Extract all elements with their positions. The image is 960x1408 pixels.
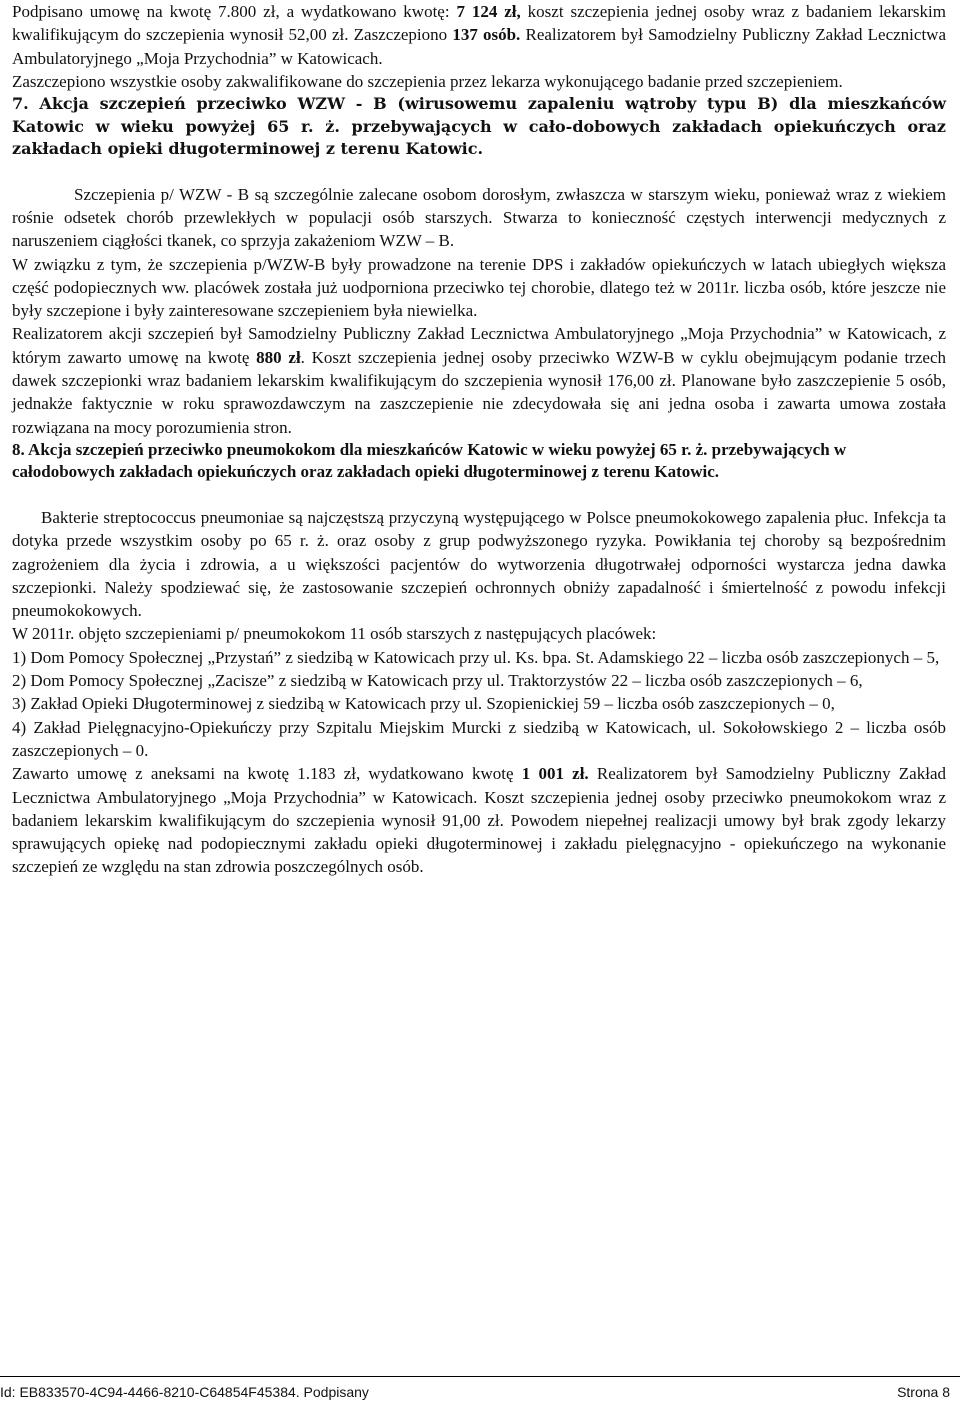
section-7-intro: Szczepienia p/ WZW - B są szczególnie zalecane osobom dorosłym, zwłaszcza w starszym wieku, ponieważ wraz z wiekiem rośnie odsetek chorób przewlekłych w populacji osób starszych. Stwarza to konieczność częstych interwencji medycznych z naruszeniem ciągłości tkanek, co sprzyja zakażeniom WZW – B.: [12, 184, 946, 251]
document-page: [12, 0, 946, 879]
paragraph-summary: [12, 0, 946, 70]
paragraph-qualification: Zaszczepiono wszystkie osoby zakwalifikowane do szczepienia przez lekarza wykonującego badanie przed szczepieniem.: [12, 71, 843, 91]
bold-count: 137 osób.: [452, 25, 521, 45]
list-item: 3) Zakład Opieki Długoterminowej z siedzibą w Katowicach przy ul. Szopienickiej 59 – liczba osób zaszczepionych – 0,: [12, 694, 835, 714]
text-run: Realizatorem akcji szczepień był Samodzielny Publiczny Zakład Lecznictwa Ambulatoryjnego „Moja Przychodnia” w Katowicach, z którym zawarto umowę na kwotę: [12, 324, 946, 367]
section-8-line: W 2011r. objęto szczepieniami p/ pneumokokom 11 osób starszych z następujących placówek:: [12, 624, 657, 644]
text-run: Zawarto umowę z aneksami na kwotę 1.183 zł, wydatkowano kwotę: [12, 764, 522, 784]
list-item: 4) Zakład Pielęgnacyjno-Opiekuńczy przy Szpitalu Miejskim Murcki z siedzibą w Katowicach, ul. Sokołowskiego 2 – liczba osób zaszczepionych – 0.: [12, 717, 946, 760]
text-run: Realizatorem był Samodzielny Publiczny Zakład Lecznictwa Ambulatoryjnego „Moja Przychodnia” w Katowicach. Koszt szczepienia jednej osoby przeciwko pneumokokom wraz z badaniem lekarskim kwalifikującym do szczepienia wynosił 91,00 zł. Powodem niepełnej realizacji umowy był brak zgody lekarzy sprawujących opiekę nad podopiecznymi zakładu opieki długoterminowej i zakładu pielęgnacyjno - opiekuńczego na wykonanie szczepień ze względu na stan zdrowia poszczególnych osób.: [12, 764, 947, 877]
bold-amount: 880 zł: [256, 347, 301, 367]
section-8-contract: [12, 762, 946, 878]
text-run: Realizatorem był Samodzielny Publiczny Zakład Lecznictwa Ambulatoryjnego „Moja Przychodnia” w Katowicach.: [12, 25, 946, 68]
section-8-intro: Bakterie streptococcus pneumoniae są najczęstszą przyczyną występującego w Polsce pneumokokowego zapalenia płuc. Infekcja ta dotyka przede wszystkim osoby po 65 r. ż. oraz osoby z grup podwyższonego ryzyka. Powikłania tej choroby są bezpośrednim zagrożeniem dla życia i zdrowia, a u większości pacjentów do wytworzenia długotrwałej odporności wystarcza jedna dawka szczepionki. Należy spodziewać się, że zastosowanie szczepień ochronnych obniży zapadalność i śmiertelność z powodu infekcji pneumokokowych.: [12, 507, 946, 621]
footer-page-number: Strona 8: [897, 1384, 950, 1400]
list-item: 1) Dom Pomocy Społecznej „Przystań” z siedzibą w Katowicach przy ul. Ks. bpa. St. Adamskiego 22 – liczba osób zaszczepionych – 5,: [12, 647, 940, 667]
section-7-paragraph-2: W związku z tym, że szczepienia p/WZW-B były prowadzone na terenie DPS i zakładów opiekuńczych w latach ubiegłych większa część podopiecznych ww. placówek została już uodporniona przeciwko tej chorobie, dlatego też w 2011r. liczba osób, które jeszcze nie były szczepione i były zainteresowane szczepieniem była niewielka.: [12, 254, 946, 321]
footer-document-id: Id: EB833570-4C94-4466-8210-C64854F45384. Podpisany: [0, 1384, 369, 1400]
section-7-paragraph-3: [12, 322, 946, 438]
section-8-heading: 8. Akcja szczepień przeciwko pneumokokom dla mieszkańców Katowic w wieku powyżej 65 r. ż. przebywających w całodobowych zakładach opiekuńczych oraz zakładach opieki długoterminowej z terenu Katowic.: [12, 439, 847, 482]
text-run: Podpisano umowę na kwotę 7.800 zł, a wydatkowano kwotę:: [12, 2, 457, 21]
text-run: koszt szczepienia jednej osoby wraz z badaniem lekarskim kwalifikującym do szczepienia wynosił 52,00 zł. Zaszczepiono: [12, 2, 946, 45]
list-item: 2) Dom Pomocy Społecznej „Zacisze” z siedzibą w Katowicach przy ul. Traktorzystów 22 – liczba osób zaszczepionych – 6,: [12, 671, 863, 691]
bold-amount: 1 001 zł.: [521, 764, 589, 784]
footer-divider: [0, 1376, 960, 1377]
section-7-heading: 7. Akcja szczepień przeciwko WZW - B (wirusowemu zapaleniu wątroby typu B) dla mieszkańców Katowic w wieku powyżej 65 r. ż. przebywających w cało-dobowych zakładach opiekuńczych oraz zakładach opieki długoterminowej z terenu Katowic.: [12, 94, 946, 159]
bold-amount: 7 124 zł,: [456, 2, 521, 21]
text-run: . Koszt szczepienia jednej osoby przeciwko WZW-B w cyklu obejmującym podanie trzech dawek szczepionki wraz badaniem lekarskim kwalifikującym do szczepienia wynosił 176,00 zł. Planowane było zaszczepienie 5 osób, jednakże faktycznie w roku sprawozdawczym na zaszczepienie nie zdecydowała się ani jedna osoba i zawarta umowa została rozwiązana na mocy porozumienia stron.: [12, 347, 946, 437]
